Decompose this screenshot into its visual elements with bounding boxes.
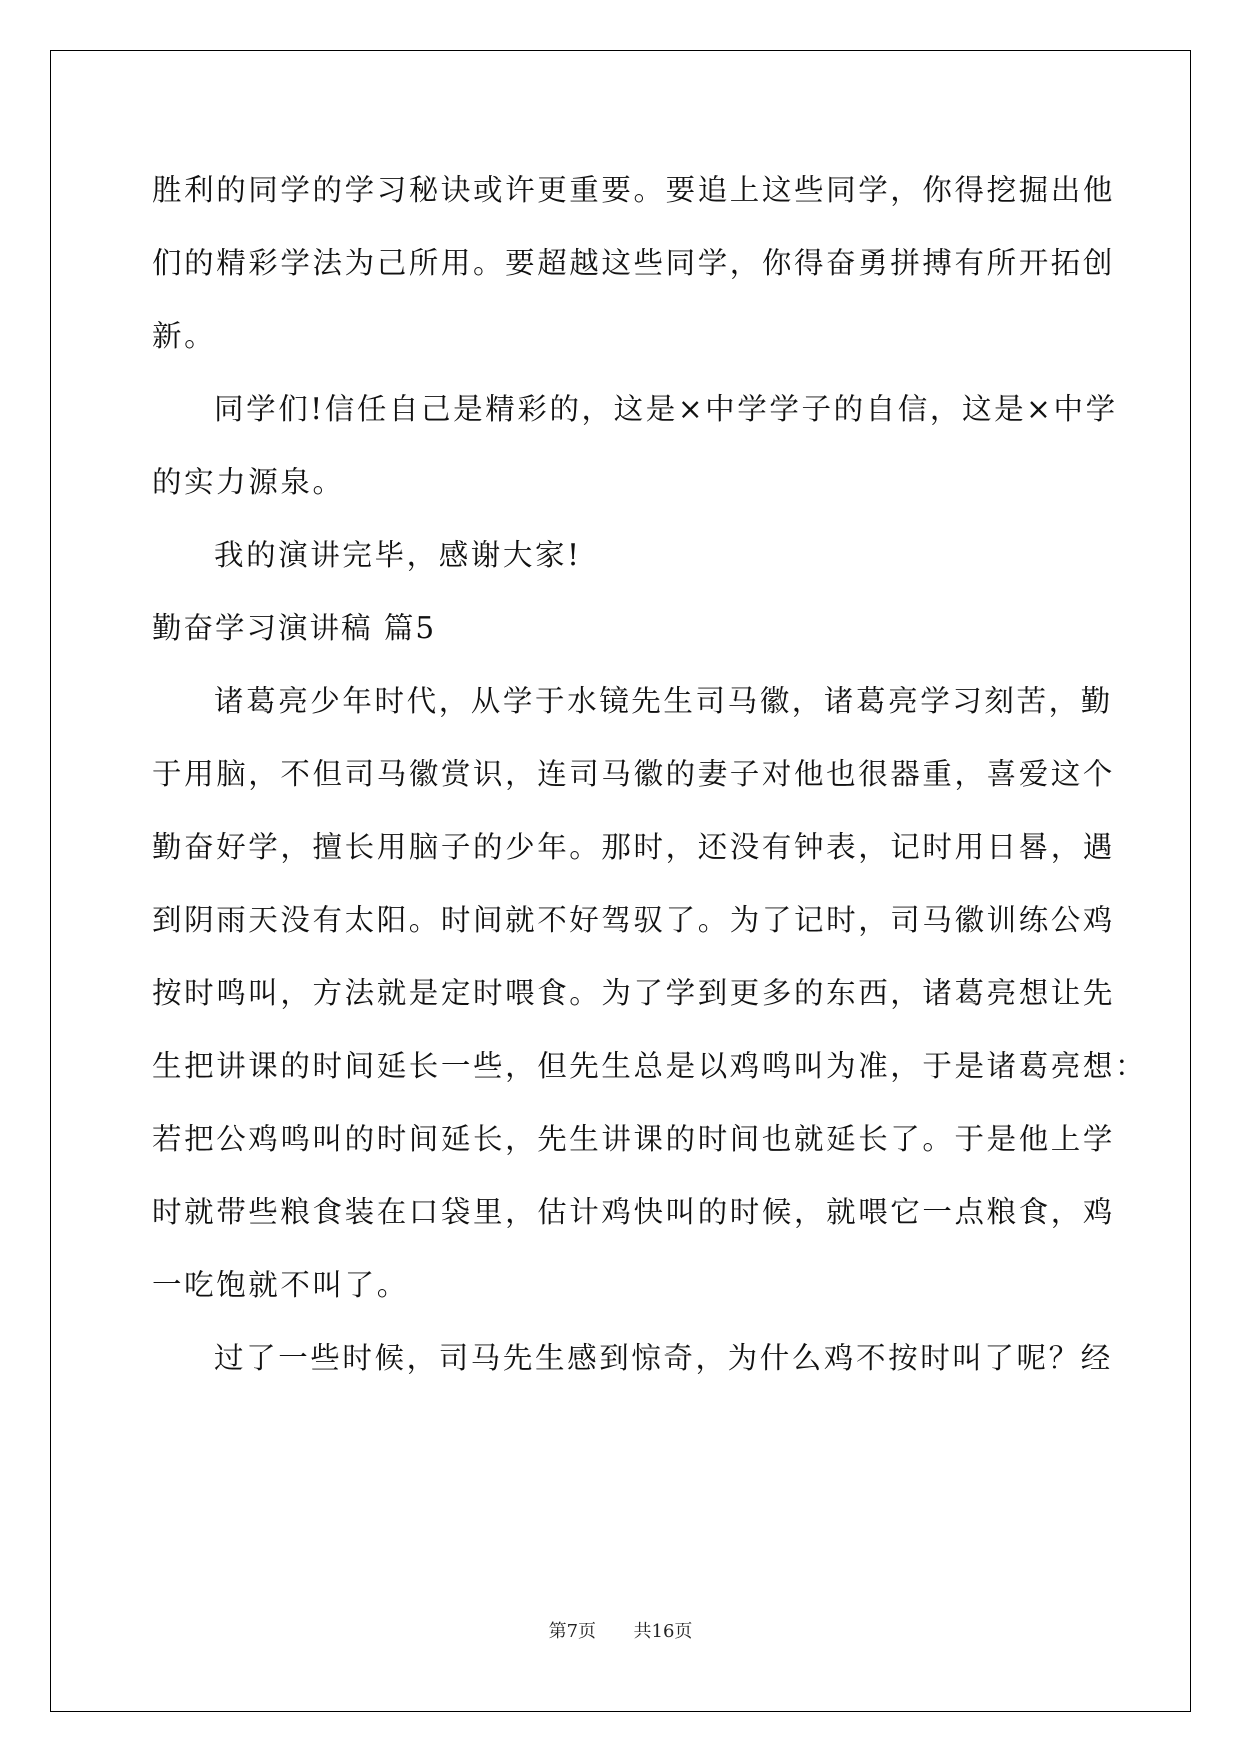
paragraph-line: 诸葛亮少年时代，从学于水镜先生司马徽，诸葛亮学习刻苦，勤 — [214, 684, 1113, 718]
paragraph-line: 勤奋好学，擅长用脑子的少年。那时，还没有钟表，记时用日晷，遇 — [152, 830, 1116, 864]
paragraph-line: 于用脑，不但司马徽赏识，连司马徽的妻子对他也很器重，喜爱这个 — [152, 757, 1116, 791]
paragraph-line: 新。 — [152, 319, 217, 353]
paragraph-line: 一吃饱就不叫了。 — [152, 1268, 409, 1302]
paragraph-line: 的实力源泉。 — [152, 465, 345, 499]
section-heading: 勤奋学习演讲稿 篇5 — [152, 611, 437, 645]
paragraph-line: 按时鸣叫，方法就是定时喂食。为了学到更多的东西，诸葛亮想让先 — [152, 976, 1116, 1010]
paragraph-line: 同学们!信任自己是精彩的，这是×中学学子的自信，这是×中学 — [214, 392, 1118, 426]
paragraph-line: 们的精彩学法为己所用。要超越这些同学，你得奋勇拼搏有所开拓创 — [152, 246, 1116, 280]
paragraph-line: 生把讲课的时间延长一些，但先生总是以鸡鸣叫为准，于是诸葛亮想： — [152, 1049, 1148, 1083]
paragraph-line: 胜利的同学的学习秘诀或许更重要。要追上这些同学，你得挖掘出他 — [152, 173, 1116, 207]
paragraph-line: 我的演讲完毕，感谢大家! — [214, 538, 582, 572]
paragraph-line: 到阴雨天没有太阳。时间就不好驾驭了。为了记时，司马徽训练公鸡 — [152, 903, 1116, 937]
page-border — [50, 50, 1191, 1712]
page-total: 共16页 — [633, 1621, 693, 1642]
paragraph-line: 过了一些时候，司马先生感到惊奇，为什么鸡不按时叫了呢？经 — [214, 1341, 1113, 1375]
paragraph-line: 若把公鸡鸣叫的时间延长，先生讲课的时间也就延长了。于是他上学 — [152, 1122, 1116, 1156]
page-number: 第7页 — [548, 1621, 597, 1642]
paragraph-line: 时就带些粮食装在口袋里，估计鸡快叫的时候，就喂它一点粮食，鸡 — [152, 1195, 1116, 1229]
page-footer — [0, 1617, 1241, 1643]
